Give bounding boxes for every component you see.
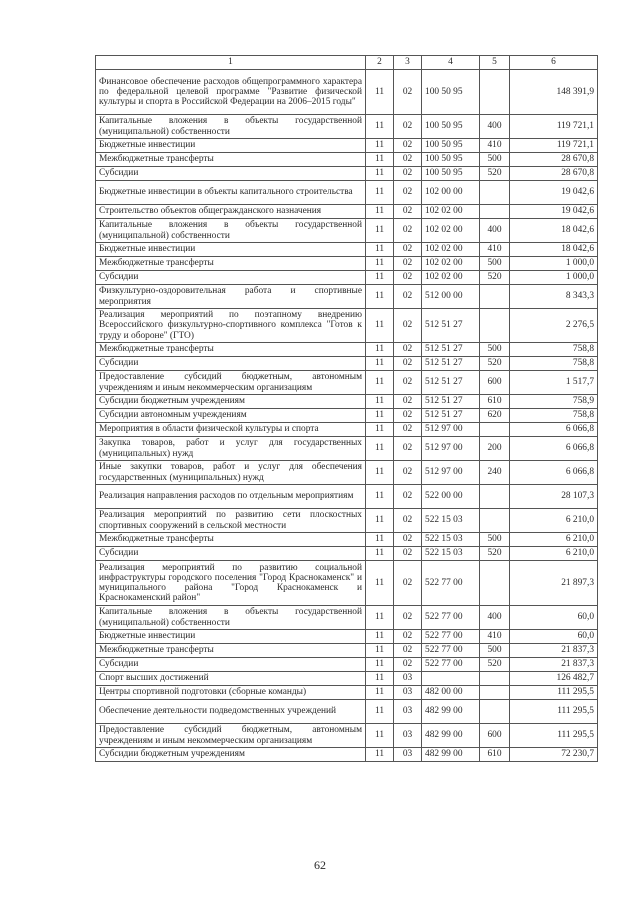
expense-type-cell	[480, 181, 510, 205]
subsection-code-cell: 02	[394, 409, 422, 423]
section-code-cell: 11	[366, 658, 394, 672]
subsection-code-cell: 02	[394, 423, 422, 437]
amount-cell: 28 107,3	[510, 485, 598, 509]
item-name-cell: Капитальные вложения в объекты государственной (муниципальной) собственности	[96, 606, 366, 630]
subsection-code-cell: 02	[394, 371, 422, 395]
expense-type-cell: 600	[480, 371, 510, 395]
expense-type-cell: 610	[480, 395, 510, 409]
amount-cell: 6 066,8	[510, 461, 598, 485]
table-row	[96, 630, 598, 644]
item-name-cell: Межбюджетные трансферты	[96, 644, 366, 658]
item-name-cell: Физкультурно-оздоровительная работа и спортивные мероприятия	[96, 285, 366, 309]
subsection-code-cell: 02	[394, 485, 422, 509]
section-code-cell: 11	[366, 181, 394, 205]
subsection-code-cell: 02	[394, 395, 422, 409]
subsection-code-cell: 02	[394, 461, 422, 485]
subsection-code-cell: 02	[394, 257, 422, 271]
expense-type-cell	[480, 423, 510, 437]
amount-cell: 60,0	[510, 606, 598, 630]
budget-table	[95, 55, 598, 762]
expense-type-cell: 620	[480, 409, 510, 423]
amount-cell: 6 210,0	[510, 547, 598, 561]
item-name-cell: Обеспечение деятельности подведомственных учреждений	[96, 700, 366, 724]
table-row	[96, 70, 598, 115]
target-article-cell: 102 02 00	[422, 243, 480, 257]
item-name-cell: Строительство объектов общегражданского назначения	[96, 205, 366, 219]
target-article-cell: 512 00 00	[422, 285, 480, 309]
section-code-cell: 11	[366, 371, 394, 395]
subsection-code-cell: 02	[394, 630, 422, 644]
subsection-code-cell: 02	[394, 70, 422, 115]
amount-cell: 18 042,6	[510, 219, 598, 243]
amount-cell: 758,8	[510, 409, 598, 423]
table-row	[96, 153, 598, 167]
section-code-cell: 11	[366, 343, 394, 357]
expense-type-cell	[480, 509, 510, 533]
section-code-cell: 11	[366, 409, 394, 423]
expense-type-cell: 400	[480, 219, 510, 243]
subsection-code-cell: 02	[394, 167, 422, 181]
target-article-cell: 512 51 27	[422, 409, 480, 423]
amount-cell: 6 210,0	[510, 533, 598, 547]
expense-type-cell: 410	[480, 139, 510, 153]
target-article-cell: 482 99 00	[422, 748, 480, 762]
subsection-code-cell: 02	[394, 219, 422, 243]
table-row	[96, 437, 598, 461]
amount-cell: 28 670,8	[510, 167, 598, 181]
table-row	[96, 700, 598, 724]
section-code-cell: 11	[366, 115, 394, 139]
item-name-cell: Бюджетные инвестиции в объекты капитального строительства	[96, 181, 366, 205]
section-code-cell: 11	[366, 243, 394, 257]
item-name-cell: Бюджетные инвестиции	[96, 139, 366, 153]
item-name-cell: Межбюджетные трансферты	[96, 153, 366, 167]
section-code-cell: 11	[366, 219, 394, 243]
subsection-code-cell: 02	[394, 309, 422, 343]
amount-cell: 126 482,7	[510, 672, 598, 686]
table-row	[96, 243, 598, 257]
header-row	[96, 56, 598, 70]
section-code-cell: 11	[366, 561, 394, 606]
expense-type-cell: 200	[480, 437, 510, 461]
table-row	[96, 205, 598, 219]
target-article-cell: 482 99 00	[422, 724, 480, 748]
item-name-cell: Субсидии бюджетным учреждениям	[96, 748, 366, 762]
expense-type-cell	[480, 309, 510, 343]
subsection-code-cell: 03	[394, 686, 422, 700]
section-code-cell: 11	[366, 70, 394, 115]
table-row	[96, 309, 598, 343]
section-code-cell: 11	[366, 153, 394, 167]
expense-type-cell: 520	[480, 547, 510, 561]
expense-type-cell	[480, 485, 510, 509]
section-code-cell: 11	[366, 533, 394, 547]
item-name-cell: Финансовое обеспечение расходов общепрограммного характера по федеральной целевой программе "Развитие физической культуры и спорта в Российской Федерации на 2006–2015 годы"	[96, 70, 366, 115]
target-article-cell: 512 97 00	[422, 437, 480, 461]
expense-type-cell: 600	[480, 724, 510, 748]
item-name-cell: Предоставление субсидий бюджетным, автономным учреждениям и иным некоммерческим организациям	[96, 371, 366, 395]
target-article-cell: 522 77 00	[422, 658, 480, 672]
table-row	[96, 285, 598, 309]
table-body	[96, 56, 598, 762]
amount-cell: 111 295,5	[510, 686, 598, 700]
item-name-cell: Реализация направления расходов по отдельным мероприятиям	[96, 485, 366, 509]
item-name-cell: Субсидии	[96, 167, 366, 181]
expense-type-cell: 410	[480, 630, 510, 644]
item-name-cell: Капитальные вложения в объекты государственной (муниципальной) собственности	[96, 219, 366, 243]
item-name-cell: Предоставление субсидий бюджетным, автономным учреждениям и иным некоммерческим организациям	[96, 724, 366, 748]
expense-type-cell: 500	[480, 533, 510, 547]
item-name-cell: Реализация мероприятий по развитию социальной инфраструктуры городского поселения "Город Краснокаменск" и муниципального района "Город Краснокаменск и Краснокаменский район"	[96, 561, 366, 606]
section-code-cell: 11	[366, 461, 394, 485]
section-code-cell: 11	[366, 309, 394, 343]
table-row	[96, 167, 598, 181]
amount-cell: 21 837,3	[510, 658, 598, 672]
target-article-cell: 100 50 95	[422, 139, 480, 153]
target-article-cell: 482 99 00	[422, 700, 480, 724]
amount-cell: 6 066,8	[510, 423, 598, 437]
table-row	[96, 219, 598, 243]
amount-cell: 1 000,0	[510, 271, 598, 285]
subsection-code-cell: 03	[394, 672, 422, 686]
amount-cell: 6 066,8	[510, 437, 598, 461]
subsection-code-cell: 02	[394, 658, 422, 672]
expense-type-cell	[480, 700, 510, 724]
expense-type-cell	[480, 205, 510, 219]
table-row	[96, 658, 598, 672]
amount-cell: 148 391,9	[510, 70, 598, 115]
item-name-cell: Субсидии	[96, 547, 366, 561]
amount-cell: 21 837,3	[510, 644, 598, 658]
target-article-cell: 512 51 27	[422, 309, 480, 343]
table-row	[96, 115, 598, 139]
subsection-code-cell: 02	[394, 115, 422, 139]
target-article-cell: 522 15 03	[422, 547, 480, 561]
section-code-cell: 11	[366, 423, 394, 437]
item-name-cell: Субсидии автономным учреждениям	[96, 409, 366, 423]
target-article-cell: 522 00 00	[422, 485, 480, 509]
table-row	[96, 343, 598, 357]
amount-cell: 758,8	[510, 357, 598, 371]
item-name-cell: Иные закупки товаров, работ и услуг для обеспечения государственных (муниципальных) нужд	[96, 461, 366, 485]
table-row	[96, 423, 598, 437]
expense-type-cell	[480, 70, 510, 115]
subsection-code-cell: 02	[394, 561, 422, 606]
amount-cell: 111 295,5	[510, 724, 598, 748]
target-article-cell: 100 50 95	[422, 115, 480, 139]
page-number: 62	[314, 858, 326, 872]
expense-type-cell: 500	[480, 644, 510, 658]
amount-cell: 758,9	[510, 395, 598, 409]
amount-cell: 119 721,1	[510, 115, 598, 139]
target-article-cell: 512 51 27	[422, 395, 480, 409]
header-cell: 1	[96, 56, 366, 70]
table-row	[96, 357, 598, 371]
target-article-cell: 102 02 00	[422, 219, 480, 243]
expense-type-cell: 400	[480, 115, 510, 139]
expense-type-cell: 520	[480, 167, 510, 181]
section-code-cell: 11	[366, 257, 394, 271]
target-article-cell: 100 50 95	[422, 167, 480, 181]
subsection-code-cell: 03	[394, 724, 422, 748]
table-row	[96, 139, 598, 153]
amount-cell: 119 721,1	[510, 139, 598, 153]
expense-type-cell: 520	[480, 658, 510, 672]
expense-type-cell: 610	[480, 748, 510, 762]
target-article-cell: 512 97 00	[422, 423, 480, 437]
amount-cell: 111 295,5	[510, 700, 598, 724]
table-row	[96, 181, 598, 205]
budget-table-wrapper	[95, 55, 597, 762]
header-cell: 2	[366, 56, 394, 70]
subsection-code-cell: 02	[394, 271, 422, 285]
table-row	[96, 461, 598, 485]
section-code-cell: 11	[366, 357, 394, 371]
section-code-cell: 11	[366, 139, 394, 153]
section-code-cell: 11	[366, 395, 394, 409]
expense-type-cell: 240	[480, 461, 510, 485]
expense-type-cell	[480, 561, 510, 606]
expense-type-cell: 500	[480, 343, 510, 357]
target-article-cell: 522 77 00	[422, 644, 480, 658]
section-code-cell: 11	[366, 606, 394, 630]
amount-cell: 28 670,8	[510, 153, 598, 167]
table-row	[96, 533, 598, 547]
target-article-cell: 512 51 27	[422, 371, 480, 395]
target-article-cell: 102 02 00	[422, 257, 480, 271]
target-article-cell: 522 77 00	[422, 606, 480, 630]
target-article-cell: 102 00 00	[422, 181, 480, 205]
section-code-cell: 11	[366, 724, 394, 748]
section-code-cell: 11	[366, 285, 394, 309]
subsection-code-cell: 02	[394, 606, 422, 630]
item-name-cell: Межбюджетные трансферты	[96, 257, 366, 271]
item-name-cell: Реализация мероприятий по поэтапному внедрению Всероссийского физкультурно-спортивного комплекса "Готов к труду и обороне" (ГТО)	[96, 309, 366, 343]
header-cell: 5	[480, 56, 510, 70]
item-name-cell: Субсидии	[96, 271, 366, 285]
subsection-code-cell: 02	[394, 644, 422, 658]
section-code-cell: 11	[366, 485, 394, 509]
header-cell: 6	[510, 56, 598, 70]
section-code-cell: 11	[366, 205, 394, 219]
subsection-code-cell: 02	[394, 547, 422, 561]
subsection-code-cell: 02	[394, 139, 422, 153]
amount-cell: 8 343,3	[510, 285, 598, 309]
amount-cell: 2 276,5	[510, 309, 598, 343]
header-cell: 3	[394, 56, 422, 70]
target-article-cell: 522 15 03	[422, 509, 480, 533]
table-row	[96, 371, 598, 395]
target-article-cell: 522 77 00	[422, 630, 480, 644]
amount-cell: 18 042,6	[510, 243, 598, 257]
subsection-code-cell: 02	[394, 153, 422, 167]
target-article-cell	[422, 672, 480, 686]
expense-type-cell: 520	[480, 271, 510, 285]
section-code-cell: 11	[366, 644, 394, 658]
amount-cell: 19 042,6	[510, 181, 598, 205]
section-code-cell: 11	[366, 437, 394, 461]
subsection-code-cell: 03	[394, 700, 422, 724]
target-article-cell: 100 50 95	[422, 70, 480, 115]
amount-cell: 1 517,7	[510, 371, 598, 395]
section-code-cell: 11	[366, 748, 394, 762]
table-row	[96, 644, 598, 658]
subsection-code-cell: 02	[394, 181, 422, 205]
expense-type-cell: 410	[480, 243, 510, 257]
item-name-cell: Межбюджетные трансферты	[96, 533, 366, 547]
subsection-code-cell: 02	[394, 285, 422, 309]
table-row	[96, 672, 598, 686]
target-article-cell: 482 00 00	[422, 686, 480, 700]
table-row	[96, 485, 598, 509]
table-row	[96, 257, 598, 271]
table-row	[96, 409, 598, 423]
subsection-code-cell: 03	[394, 748, 422, 762]
subsection-code-cell: 02	[394, 437, 422, 461]
target-article-cell: 512 97 00	[422, 461, 480, 485]
section-code-cell: 11	[366, 672, 394, 686]
section-code-cell: 11	[366, 271, 394, 285]
target-article-cell: 512 51 27	[422, 343, 480, 357]
section-code-cell: 11	[366, 509, 394, 533]
table-row	[96, 748, 598, 762]
target-article-cell: 102 02 00	[422, 271, 480, 285]
item-name-cell: Субсидии	[96, 357, 366, 371]
item-name-cell: Центры спортивной подготовки (сборные команды)	[96, 686, 366, 700]
item-name-cell: Бюджетные инвестиции	[96, 630, 366, 644]
table-row	[96, 509, 598, 533]
subsection-code-cell: 02	[394, 357, 422, 371]
amount-cell: 6 210,0	[510, 509, 598, 533]
target-article-cell: 522 15 03	[422, 533, 480, 547]
subsection-code-cell: 02	[394, 343, 422, 357]
amount-cell: 19 042,6	[510, 205, 598, 219]
item-name-cell: Субсидии	[96, 658, 366, 672]
table-row	[96, 724, 598, 748]
table-row	[96, 561, 598, 606]
table-row	[96, 395, 598, 409]
section-code-cell: 11	[366, 686, 394, 700]
item-name-cell: Реализация мероприятий по развитию сети плоскостных спортивных сооружений в сельской местности	[96, 509, 366, 533]
item-name-cell: Закупка товаров, работ и услуг для государственных (муниципальных) нужд	[96, 437, 366, 461]
table-row	[96, 547, 598, 561]
target-article-cell: 100 50 95	[422, 153, 480, 167]
table-row	[96, 606, 598, 630]
target-article-cell: 102 02 00	[422, 205, 480, 219]
target-article-cell: 522 77 00	[422, 561, 480, 606]
section-code-cell: 11	[366, 167, 394, 181]
expense-type-cell	[480, 686, 510, 700]
item-name-cell: Межбюджетные трансферты	[96, 343, 366, 357]
item-name-cell: Субсидии бюджетным учреждениям	[96, 395, 366, 409]
expense-type-cell	[480, 285, 510, 309]
item-name-cell: Бюджетные инвестиции	[96, 243, 366, 257]
item-name-cell: Спорт высших достижений	[96, 672, 366, 686]
expense-type-cell: 400	[480, 606, 510, 630]
section-code-cell: 11	[366, 547, 394, 561]
table-row	[96, 271, 598, 285]
subsection-code-cell: 02	[394, 243, 422, 257]
item-name-cell: Капитальные вложения в объекты государственной (муниципальной) собственности	[96, 115, 366, 139]
header-cell: 4	[422, 56, 480, 70]
target-article-cell: 512 51 27	[422, 357, 480, 371]
amount-cell: 21 897,3	[510, 561, 598, 606]
amount-cell: 1 000,0	[510, 257, 598, 271]
expense-type-cell: 500	[480, 257, 510, 271]
expense-type-cell: 520	[480, 357, 510, 371]
subsection-code-cell: 02	[394, 509, 422, 533]
table-row	[96, 686, 598, 700]
amount-cell: 758,8	[510, 343, 598, 357]
amount-cell: 72 230,7	[510, 748, 598, 762]
section-code-cell: 11	[366, 700, 394, 724]
section-code-cell: 11	[366, 630, 394, 644]
subsection-code-cell: 02	[394, 205, 422, 219]
subsection-code-cell: 02	[394, 533, 422, 547]
item-name-cell: Мероприятия в области физической культуры и спорта	[96, 423, 366, 437]
expense-type-cell	[480, 672, 510, 686]
amount-cell: 60,0	[510, 630, 598, 644]
expense-type-cell: 500	[480, 153, 510, 167]
